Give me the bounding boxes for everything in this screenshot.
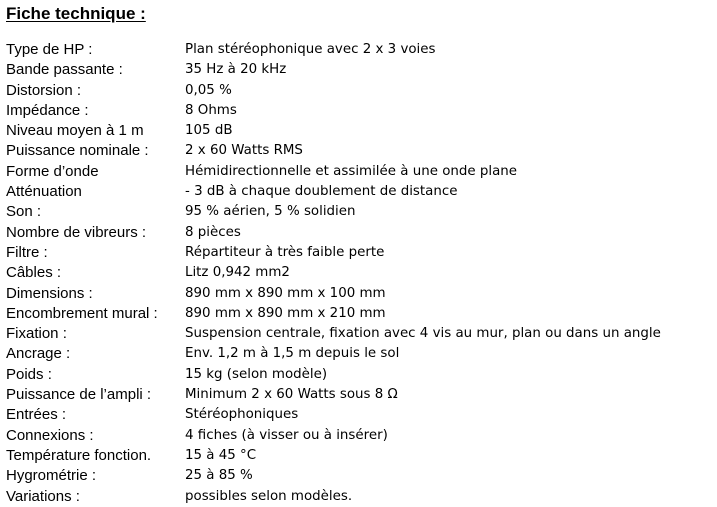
spec-row <box>6 81 714 101</box>
spec-row <box>6 40 714 60</box>
spec-row <box>6 182 714 202</box>
spec-label: Ancrage : <box>6 345 71 363</box>
spec-value: 4 fiches (à visser ou à insérer) <box>185 427 388 443</box>
spec-label: Nombre de vibreurs : <box>6 223 147 241</box>
spec-value: Litz 0,942 mm2 <box>185 265 290 281</box>
page-title: Fiche technique : <box>6 4 146 23</box>
spec-label: Atténuation <box>6 183 82 201</box>
spec-label: Encombrement mural : <box>6 304 158 322</box>
spec-label: Entrées : <box>6 406 67 424</box>
spec-value: Répartiteur à très faible perte <box>185 244 385 260</box>
spec-label: Variations : <box>6 487 80 505</box>
spec-value: 8 Ohms <box>185 102 237 118</box>
spec-value: 15 kg (selon modèle) <box>185 366 328 382</box>
spec-row <box>6 162 714 182</box>
spec-row <box>6 202 714 222</box>
spec-value: - 3 dB à chaque doublement de distance <box>185 184 458 200</box>
spec-row <box>6 121 714 141</box>
spec-row <box>6 446 714 466</box>
spec-label: Fixation : <box>6 325 67 343</box>
spec-label: Bande passante : <box>6 61 123 79</box>
spec-value: 0,05 % <box>185 82 232 98</box>
spec-label: Hygrométrie : <box>6 467 97 485</box>
spec-value: Hémidirectionnelle et assimilée à une onde plane <box>185 163 518 179</box>
spec-row <box>6 141 714 161</box>
spec-label: Niveau moyen à 1 m <box>6 122 144 140</box>
spec-label: Filtre : <box>6 243 48 261</box>
spec-label: Câbles : <box>6 264 62 282</box>
spec-row <box>6 324 714 344</box>
spec-row <box>6 344 714 364</box>
spec-value: Suspension centrale, fixation avec 4 vis au mur, plan ou dans un angle <box>185 326 661 342</box>
spec-label: Connexions : <box>6 426 94 444</box>
spec-value: 25 à 85 % <box>185 468 253 484</box>
spec-row <box>6 365 714 385</box>
spec-row <box>6 466 714 486</box>
spec-value: 890 mm x 890 mm x 100 mm <box>185 285 386 301</box>
spec-value: 890 mm x 890 mm x 210 mm <box>185 305 386 321</box>
spec-label: Impédance : <box>6 101 89 119</box>
spec-value: Plan stéréophonique avec 2 x 3 voies <box>185 42 436 57</box>
spec-list <box>6 40 714 507</box>
spec-value: 2 x 60 Watts RMS <box>185 143 303 159</box>
spec-value: 105 dB <box>185 123 233 139</box>
spec-row <box>6 101 714 121</box>
spec-value: Minimum 2 x 60 Watts sous 8 Ω <box>185 387 398 403</box>
spec-value: 8 pièces <box>185 224 241 240</box>
spec-label: Dimensions : <box>6 284 93 302</box>
spec-row <box>6 60 714 80</box>
spec-row <box>6 223 714 243</box>
spec-row <box>6 263 714 283</box>
spec-label: Puissance de l’ampli : <box>6 386 152 404</box>
spec-label: Poids : <box>6 365 52 383</box>
spec-row <box>6 487 714 507</box>
spec-row <box>6 243 714 263</box>
spec-label: Puissance nominale : <box>6 142 149 160</box>
spec-label: Type de HP : <box>6 41 93 58</box>
spec-label: Distorsion : <box>6 81 82 99</box>
spec-label: Température fonction. <box>6 446 152 464</box>
spec-value: Stéréophoniques <box>185 407 299 423</box>
spec-label: Forme d’onde <box>6 162 99 180</box>
spec-value: Env. 1,2 m à 1,5 m depuis le sol <box>185 346 400 362</box>
spec-row <box>6 426 714 446</box>
spec-value: 35 Hz à 20 kHz <box>185 62 287 78</box>
spec-value: 15 à 45 °C <box>185 447 257 463</box>
spec-row <box>6 284 714 304</box>
spec-label: Son : <box>6 203 42 221</box>
spec-value: 95 % aérien, 5 % solidien <box>185 204 356 220</box>
spec-row <box>6 304 714 324</box>
spec-row <box>6 405 714 425</box>
spec-value: possibles selon modèles. <box>185 488 353 504</box>
spec-row <box>6 385 714 405</box>
